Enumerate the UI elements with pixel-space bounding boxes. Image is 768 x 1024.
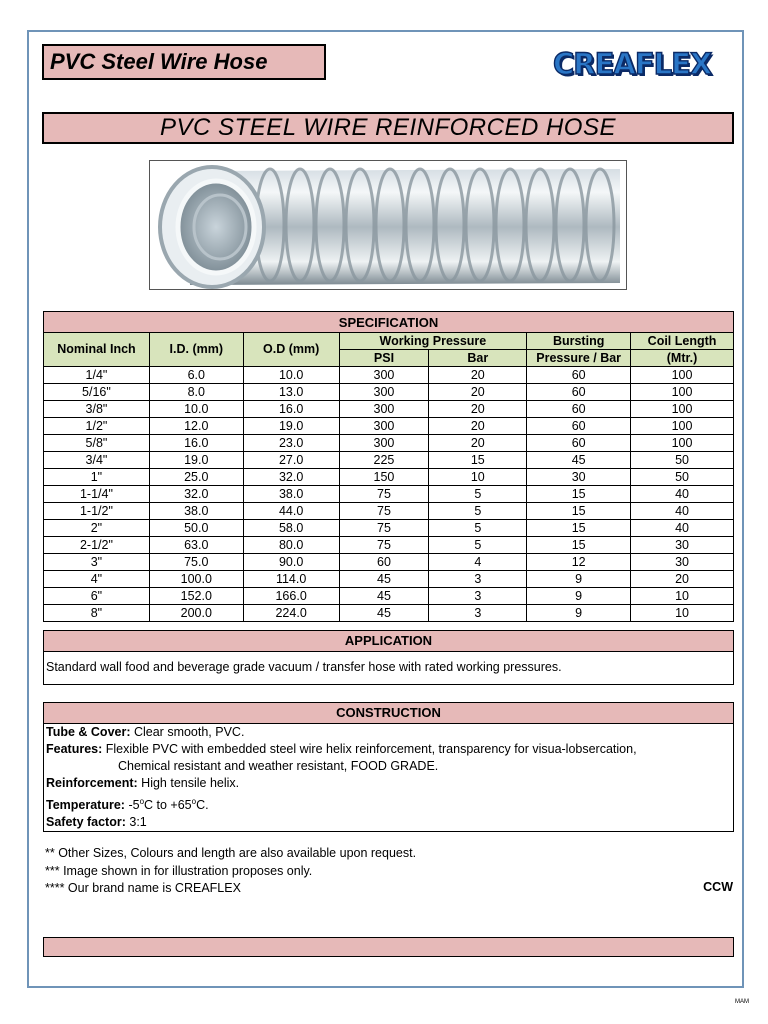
table-cell: 44.0 <box>243 503 339 520</box>
table-cell: 30 <box>631 537 734 554</box>
table-cell: 25.0 <box>149 469 243 486</box>
temperature-line <box>46 792 731 812</box>
table-cell: 20 <box>429 401 527 418</box>
table-cell: 3 <box>429 588 527 605</box>
table-cell: 60 <box>527 435 631 452</box>
page-title: PVC Steel Wire Hose <box>42 44 326 80</box>
table-cell: 23.0 <box>243 435 339 452</box>
temp-low: -5 <box>124 798 140 813</box>
table-cell: 8.0 <box>149 384 243 401</box>
table-cell: 1/2" <box>44 418 150 435</box>
table-cell: 1" <box>44 469 150 486</box>
table-cell: 3/4" <box>44 452 150 469</box>
table-cell: 45 <box>339 588 429 605</box>
table-cell: 45 <box>527 452 631 469</box>
table-cell: 50 <box>631 469 734 486</box>
degree-sign: o <box>139 797 145 806</box>
table-cell: 5 <box>429 537 527 554</box>
table-cell: 60 <box>527 384 631 401</box>
tube-cover-line <box>46 724 731 741</box>
hose-photo <box>149 160 627 290</box>
table-cell: 50.0 <box>149 520 243 537</box>
table-row <box>44 486 734 503</box>
table-cell: 32.0 <box>149 486 243 503</box>
table-cell: 2" <box>44 520 150 537</box>
table-cell: 10 <box>429 469 527 486</box>
reinforcement-value: High tensile helix. <box>137 776 240 790</box>
temp-unit: C. <box>196 798 209 813</box>
footer-bar <box>43 937 734 957</box>
table-cell: 4" <box>44 571 150 588</box>
table-cell: 1-1/2" <box>44 503 150 520</box>
table-cell: 9 <box>527 605 631 622</box>
table-cell: 20 <box>429 418 527 435</box>
note-brand: **** Our brand name is CREAFLEX <box>45 881 241 895</box>
col-coil-length: Coil Length <box>631 333 734 350</box>
table-row <box>44 367 734 384</box>
temp-mid: C to +65 <box>144 798 192 813</box>
brand-logo: CREAFLEX <box>553 47 712 81</box>
table-cell: 10 <box>631 605 734 622</box>
table-row <box>44 469 734 486</box>
table-cell: 27.0 <box>243 452 339 469</box>
table-cell: 20 <box>429 384 527 401</box>
table-cell: 166.0 <box>243 588 339 605</box>
table-cell: 75 <box>339 537 429 554</box>
table-cell: 100.0 <box>149 571 243 588</box>
table-cell: 3 <box>429 571 527 588</box>
table-cell: 1-1/4" <box>44 486 150 503</box>
specification-rows <box>44 367 734 622</box>
table-cell: 10 <box>631 588 734 605</box>
table-cell: 75 <box>339 486 429 503</box>
table-cell: 6.0 <box>149 367 243 384</box>
table-row <box>44 418 734 435</box>
table-cell: 15 <box>429 452 527 469</box>
table-cell: 60 <box>339 554 429 571</box>
table-cell: 20 <box>631 571 734 588</box>
application-title: APPLICATION <box>44 631 733 652</box>
note-image: *** Image shown in for illustration proposes only. <box>45 863 313 878</box>
table-cell: 200.0 <box>149 605 243 622</box>
table-cell: 5 <box>429 503 527 520</box>
table-cell: 13.0 <box>243 384 339 401</box>
col-bar: Bar <box>429 350 527 367</box>
table-cell: 80.0 <box>243 537 339 554</box>
ccw-label: CCW <box>703 880 733 894</box>
degree-sign: o <box>191 797 197 806</box>
table-cell: 8" <box>44 605 150 622</box>
safety-factor-label: Safety factor: <box>46 815 126 829</box>
table-cell: 45 <box>339 571 429 588</box>
table-cell: 2-1/2" <box>44 537 150 554</box>
table-cell: 58.0 <box>243 520 339 537</box>
col-bursting-unit: Pressure / Bar <box>527 350 631 367</box>
table-cell: 152.0 <box>149 588 243 605</box>
note-other-sizes: ** Other Sizes, Colours and length are also available upon request. <box>45 846 417 860</box>
table-cell: 19.0 <box>149 452 243 469</box>
col-id: I.D. (mm) <box>149 333 243 367</box>
table-cell: 20 <box>429 367 527 384</box>
features-line <box>46 741 731 758</box>
table-cell: 4 <box>429 554 527 571</box>
table-cell: 75 <box>339 520 429 537</box>
table-row <box>44 588 734 605</box>
features-line-2: Chemical resistant and weather resistant, FOOD GRADE. <box>118 759 439 773</box>
table-cell: 9 <box>527 588 631 605</box>
table-cell: 40 <box>631 520 734 537</box>
col-psi: PSI <box>339 350 429 367</box>
table-cell: 15 <box>527 486 631 503</box>
table-cell: 100 <box>631 401 734 418</box>
table-row <box>44 435 734 452</box>
col-od: O.D (mm) <box>243 333 339 367</box>
table-row <box>44 605 734 622</box>
table-cell: 5 <box>429 486 527 503</box>
table-cell: 15 <box>527 503 631 520</box>
table-cell: 300 <box>339 418 429 435</box>
table-cell: 300 <box>339 384 429 401</box>
construction-title: CONSTRUCTION <box>44 703 733 724</box>
table-cell: 45 <box>339 605 429 622</box>
table-cell: 75.0 <box>149 554 243 571</box>
table-cell: 90.0 <box>243 554 339 571</box>
tube-cover-label: Tube & Cover: <box>46 725 131 739</box>
table-cell: 75 <box>339 503 429 520</box>
safety-factor-value: 3:1 <box>125 815 147 829</box>
table-row <box>44 554 734 571</box>
table-cell: 40 <box>631 486 734 503</box>
table-cell: 5/16" <box>44 384 150 401</box>
table-cell: 15 <box>527 537 631 554</box>
table-cell: 5/8" <box>44 435 150 452</box>
table-row <box>44 537 734 554</box>
col-bursting: Bursting <box>527 333 631 350</box>
table-cell: 1/4" <box>44 367 150 384</box>
table-cell: 150 <box>339 469 429 486</box>
table-cell: 3" <box>44 554 150 571</box>
table-cell: 10.0 <box>149 401 243 418</box>
mam-mark: MAM <box>735 999 749 1005</box>
table-cell: 60 <box>527 401 631 418</box>
table-cell: 114.0 <box>243 571 339 588</box>
table-cell: 300 <box>339 435 429 452</box>
construction-section <box>43 702 734 832</box>
notes <box>45 845 733 898</box>
table-cell: 32.0 <box>243 469 339 486</box>
table-row <box>44 520 734 537</box>
table-cell: 30 <box>527 469 631 486</box>
table-cell: 38.0 <box>149 503 243 520</box>
table-cell: 5 <box>429 520 527 537</box>
table-row <box>44 503 734 520</box>
features-value: Flexible PVC with embedded steel wire helix reinforcement, transparency for visua-lobsercation, <box>102 742 637 756</box>
application-section <box>43 630 734 685</box>
reinforcement-line <box>46 775 731 792</box>
table-cell: 63.0 <box>149 537 243 554</box>
table-cell: 38.0 <box>243 486 339 503</box>
table-cell: 60 <box>527 367 631 384</box>
table-cell: 300 <box>339 367 429 384</box>
safety-factor-line <box>46 812 731 832</box>
table-row <box>44 452 734 469</box>
table-cell: 16.0 <box>243 401 339 418</box>
table-cell: 10.0 <box>243 367 339 384</box>
tube-cover-value: Clear smooth, PVC. <box>130 725 245 739</box>
table-row <box>44 384 734 401</box>
col-coil-unit: (Mtr.) <box>631 350 734 367</box>
table-cell: 100 <box>631 435 734 452</box>
specification-title: SPECIFICATION <box>44 312 734 333</box>
table-cell: 3/8" <box>44 401 150 418</box>
table-cell: 300 <box>339 401 429 418</box>
table-cell: 50 <box>631 452 734 469</box>
table-cell: 60 <box>527 418 631 435</box>
application-text: Standard wall food and beverage grade vacuum / transfer hose with rated working pressures. <box>46 660 562 674</box>
table-cell: 15 <box>527 520 631 537</box>
product-heading: PVC STEEL WIRE REINFORCED HOSE <box>42 112 734 144</box>
table-cell: 225 <box>339 452 429 469</box>
reinforcement-label: Reinforcement: <box>46 776 138 790</box>
table-cell: 19.0 <box>243 418 339 435</box>
table-cell: 100 <box>631 367 734 384</box>
table-row <box>44 571 734 588</box>
table-cell: 20 <box>429 435 527 452</box>
temperature-label: Temperature: <box>46 798 125 813</box>
table-cell: 100 <box>631 418 734 435</box>
table-cell: 12 <box>527 554 631 571</box>
table-row <box>44 401 734 418</box>
table-cell: 40 <box>631 503 734 520</box>
table-cell: 16.0 <box>149 435 243 452</box>
col-working-pressure: Working Pressure <box>339 333 527 350</box>
table-cell: 224.0 <box>243 605 339 622</box>
features-label: Features: <box>46 742 103 756</box>
table-cell: 3 <box>429 605 527 622</box>
col-nominal-inch: Nominal Inch <box>44 333 150 367</box>
table-cell: 12.0 <box>149 418 243 435</box>
table-cell: 30 <box>631 554 734 571</box>
table-cell: 6" <box>44 588 150 605</box>
specification-table <box>43 311 734 622</box>
table-cell: 9 <box>527 571 631 588</box>
table-cell: 100 <box>631 384 734 401</box>
